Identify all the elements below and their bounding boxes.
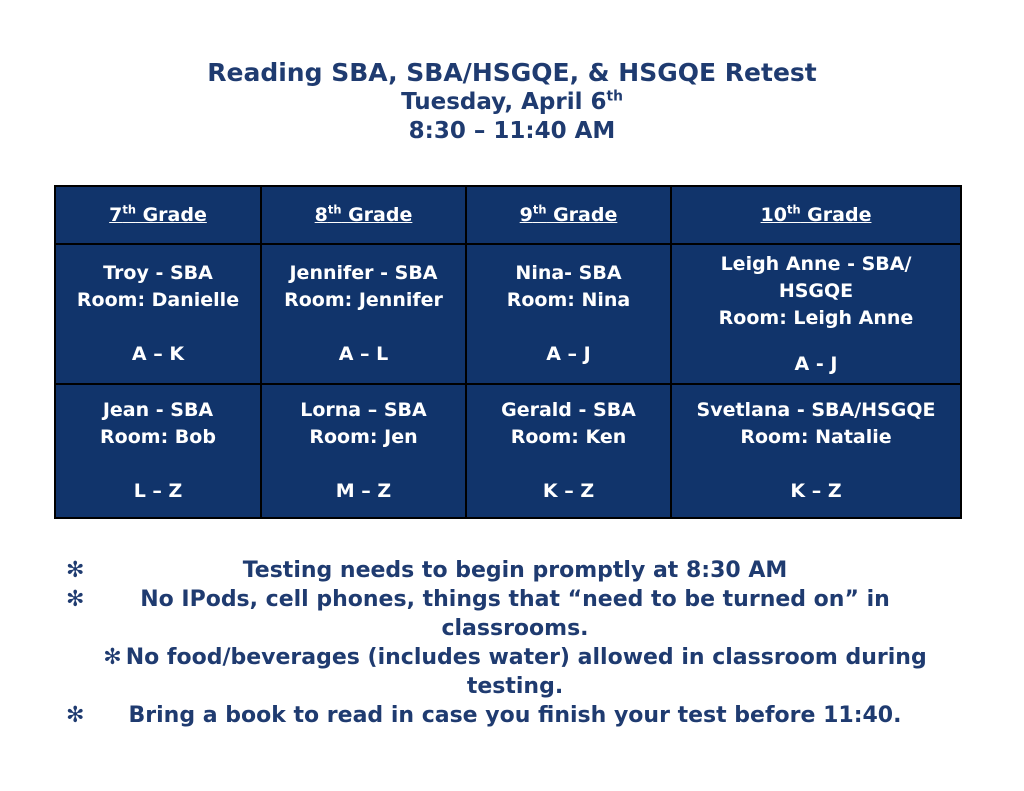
note-text: Testing needs to begin promptly at 8:30 AM (242, 558, 788, 583)
teacher-label: Svetlana - SBA/HSGQE (696, 399, 936, 421)
table-cell (55, 244, 261, 384)
grade-number: 7 (109, 203, 123, 226)
table-row (55, 384, 961, 518)
grade-number: 9 (519, 203, 533, 226)
grade-suffix: th (327, 202, 342, 217)
room-label: Room: Ken (510, 426, 627, 448)
grade-8-header (261, 186, 466, 244)
list-item (60, 585, 970, 643)
schedule-table (54, 185, 962, 519)
asterisk-bullet-icon: ✻ (66, 558, 85, 583)
alpha-range: A – L (338, 343, 389, 365)
table-header-row (55, 186, 961, 244)
teacher-label-cont: HSGQE (778, 279, 854, 302)
room-label: Room: Bob (100, 426, 216, 448)
alpha-range: A - J (794, 352, 838, 375)
list-item (60, 556, 970, 585)
list-item (60, 643, 970, 701)
note-text: No food/beverages (includes water) allowed in classroom during (125, 645, 927, 670)
grade-suffix: th (532, 202, 547, 217)
note-text-cont: classrooms. (441, 616, 589, 641)
alpha-range: K – Z (542, 480, 595, 502)
grade-label: Grade (546, 203, 618, 226)
alpha-range: K – Z (790, 480, 842, 502)
grade-7-header (55, 186, 261, 244)
room-label: Room: Jennifer (284, 289, 443, 311)
grade-number: 8 (314, 203, 328, 226)
table-cell (55, 384, 261, 518)
notes-list (60, 556, 970, 730)
room-label: Room: Danielle (76, 289, 240, 311)
test-date (0, 88, 1024, 117)
grade-label: Grade (800, 203, 872, 226)
grade-number: 10 (760, 203, 787, 226)
grade-suffix: th (787, 202, 801, 217)
table-cell (466, 384, 671, 518)
table-cell (466, 244, 671, 384)
teacher-label: Jennifer - SBA (289, 262, 438, 284)
grade-9-header (466, 186, 671, 244)
note-text: Bring a book to read in case you finish your test before 11:40. (128, 703, 902, 728)
asterisk-bullet-icon: ✻ (66, 587, 85, 612)
grade-label: Grade (341, 203, 413, 226)
asterisk-bullet-icon: ✻ (103, 645, 122, 670)
room-label: Room: Natalie (740, 426, 892, 448)
alpha-range: A – J (546, 343, 591, 365)
grade-suffix: th (122, 202, 136, 217)
table-cell (671, 384, 961, 518)
room-label: Room: Leigh Anne (718, 306, 914, 329)
teacher-label: Troy - SBA (103, 262, 213, 284)
table-cell (261, 244, 466, 384)
grade-label: Grade (135, 203, 207, 226)
room-label: Room: Nina (506, 289, 631, 311)
room-label: Room: Jen (309, 426, 418, 448)
page-title: Reading SBA, SBA/HSGQE, & HSGQE Retest (207, 58, 817, 87)
test-date-suffix: th (606, 88, 623, 105)
note-text: No IPods, cell phones, things that “need to be turned on” in (140, 587, 890, 612)
teacher-label: Leigh Anne - SBA/ (720, 252, 912, 275)
asterisk-bullet-icon: ✻ (66, 703, 85, 728)
teacher-label: Lorna – SBA (300, 399, 427, 421)
table-cell (671, 244, 961, 384)
header (0, 58, 1024, 146)
list-item (60, 701, 970, 730)
alpha-range: M – Z (335, 480, 392, 502)
teacher-label: Nina- SBA (515, 262, 622, 284)
grade-10-header (671, 186, 961, 244)
alpha-range: L – Z (133, 480, 183, 502)
table-row (55, 244, 961, 384)
table-cell (261, 384, 466, 518)
note-text-cont: testing. (466, 674, 564, 699)
teacher-label: Gerald - SBA (501, 399, 636, 421)
test-date-text: Tuesday, April 6 (401, 89, 607, 115)
teacher-label: Jean - SBA (102, 399, 214, 421)
test-time: 8:30 – 11:40 AM (408, 118, 616, 144)
alpha-range: A – K (131, 343, 185, 365)
